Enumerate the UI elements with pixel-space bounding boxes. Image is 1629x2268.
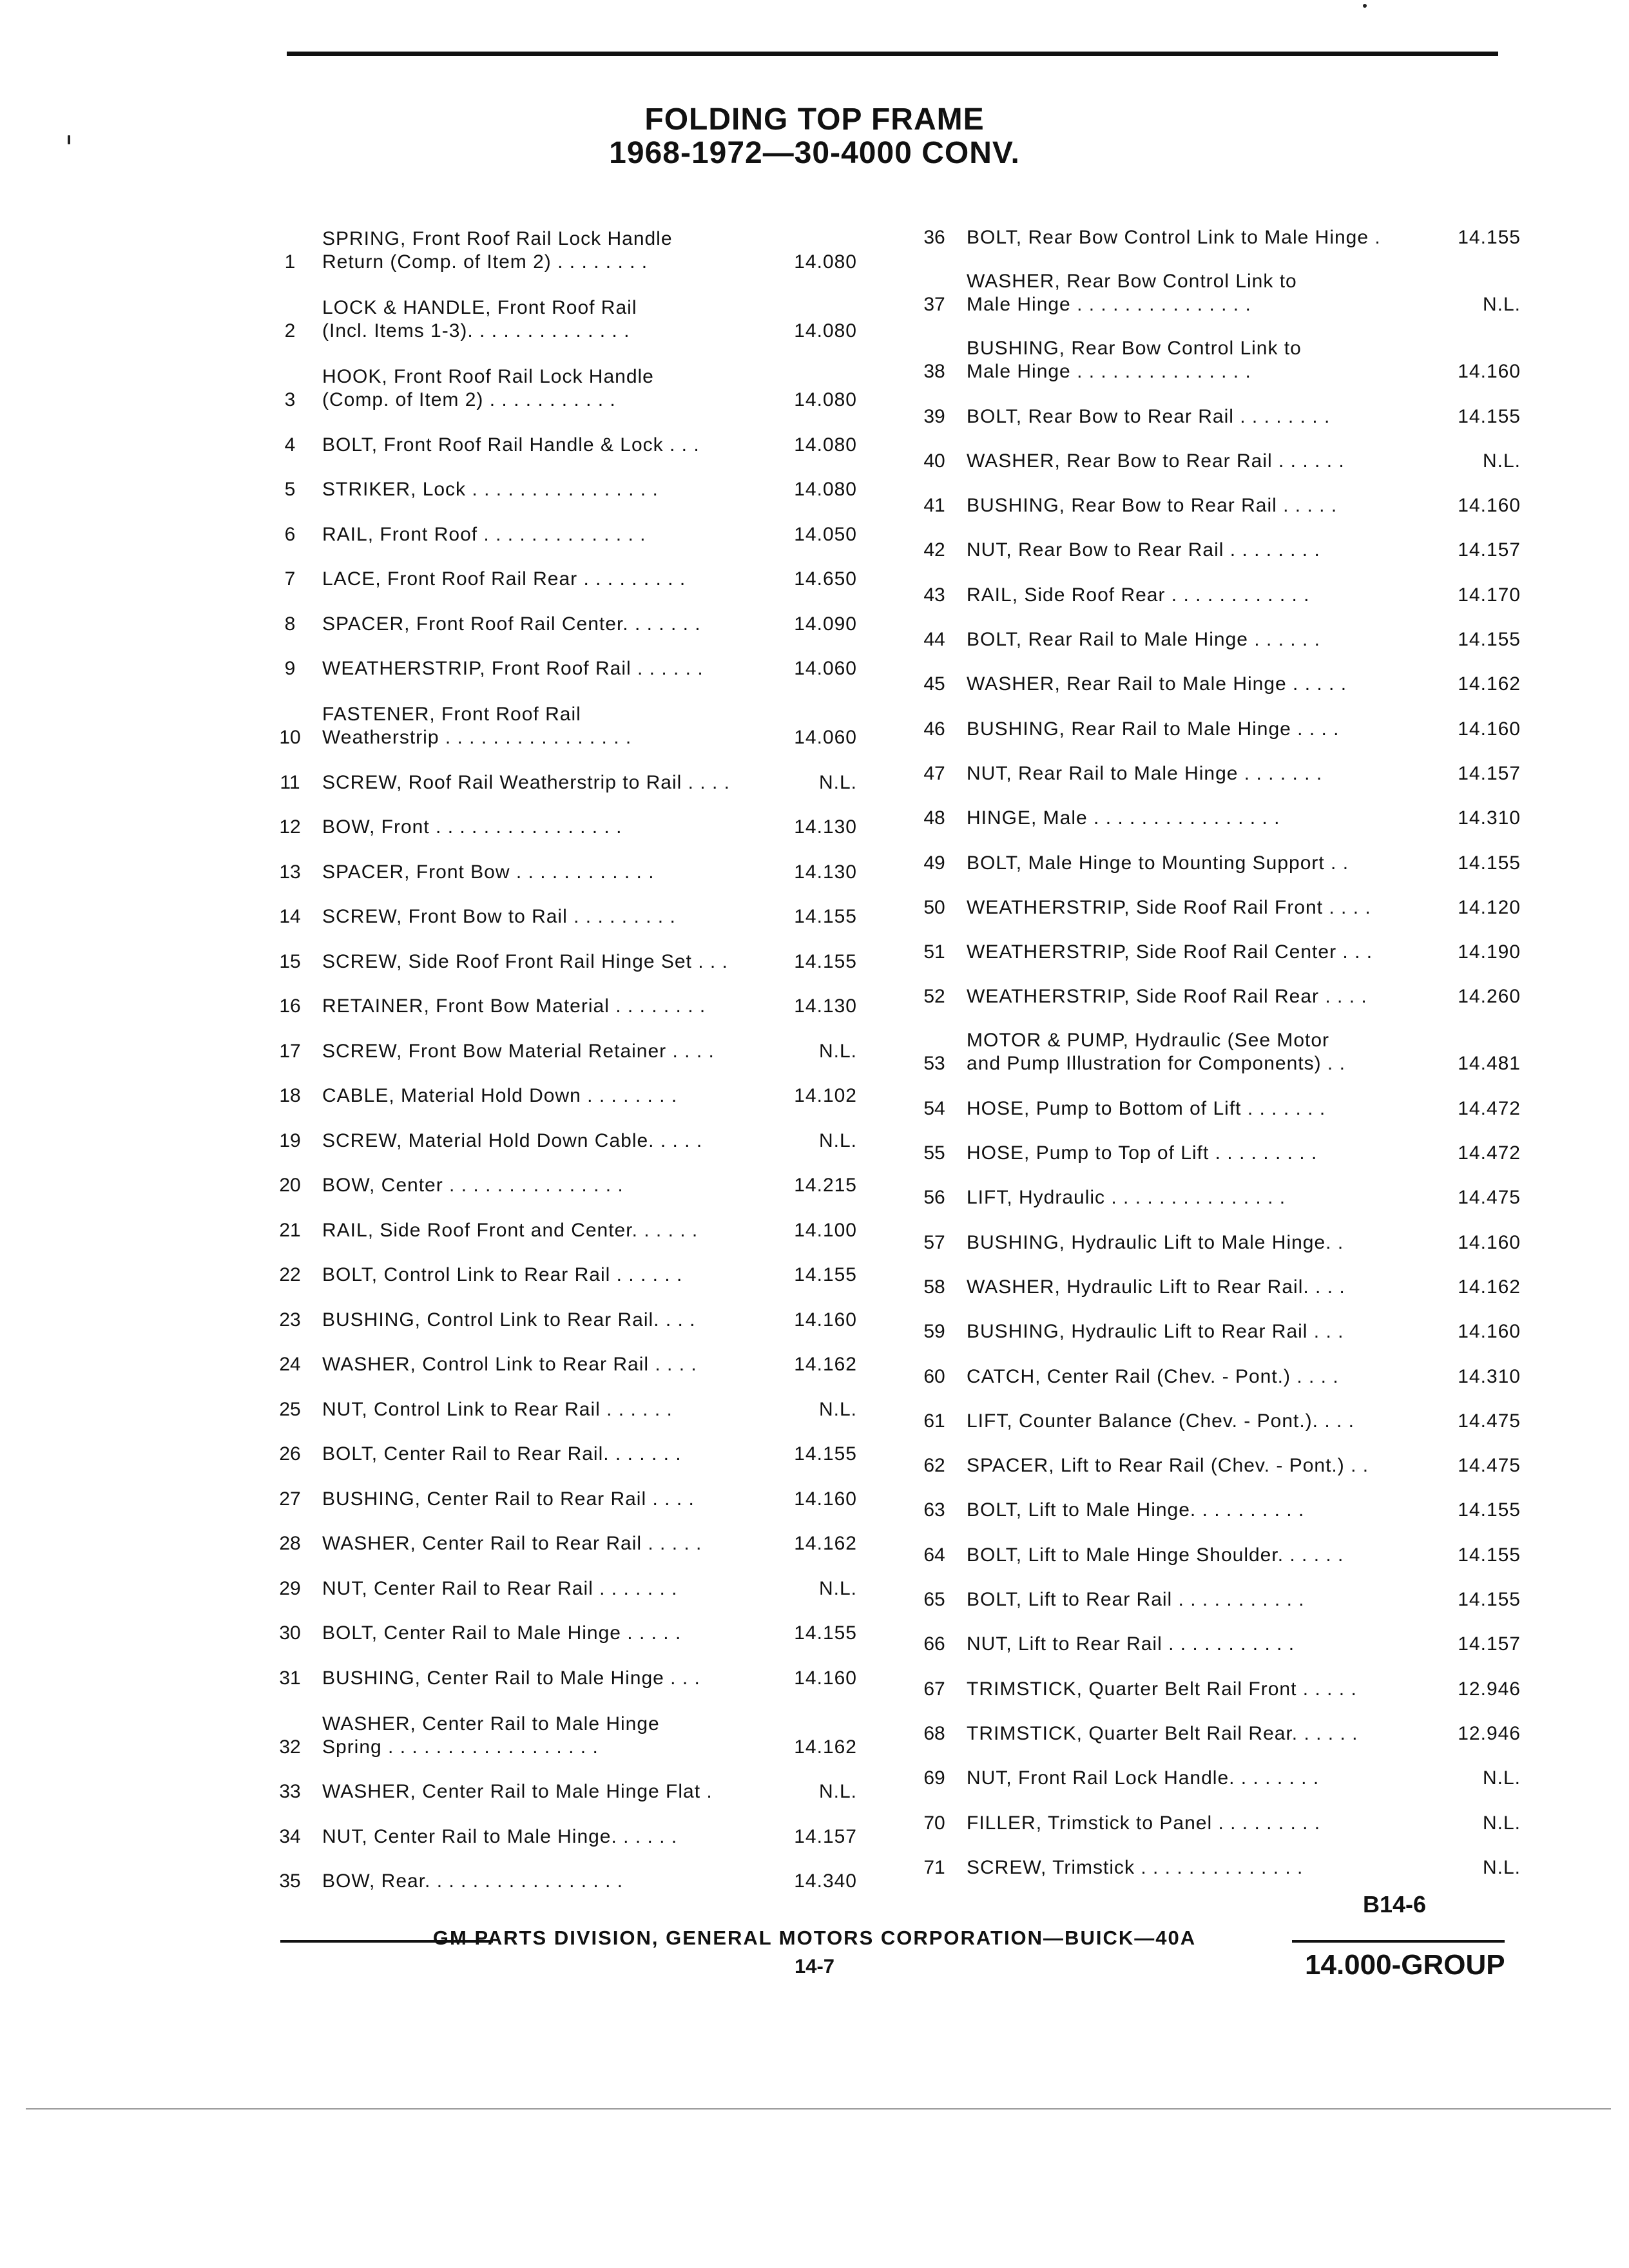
part-row [902,1701,1521,1745]
footer-page-number: 14-7 [794,1955,835,1977]
part-description: LIFT, Counter Balance (Chev. - Pont.). . . . [967,1410,1355,1432]
part-number: 57 [923,1231,945,1253]
part-row [902,1611,1521,1656]
group-reference: 14.160 [1458,718,1521,740]
part-row [258,1376,857,1421]
part-number: 21 [279,1219,301,1241]
part-number: 70 [923,1812,945,1834]
part-number: 29 [279,1577,301,1599]
part-row [902,1790,1521,1834]
group-reference: 14.190 [1458,941,1521,963]
part-row [258,680,857,749]
group-reference: 14.090 [794,613,857,635]
part-row [258,1242,857,1287]
part-number: 48 [923,807,945,829]
part-description: HINGE, Male . . . . . . . . . . . . . . . . [967,807,1280,829]
part-row [258,1063,857,1108]
part-description: LOCK & HANDLE, Front Roof Rail (Incl. Items 1-3). . . . . . . . . . . . . . [322,297,637,341]
scan-mark [1363,4,1367,8]
part-description: BOLT, Center Rail to Male Hinge . . . . . [322,1622,682,1644]
group-reference: 12.946 [1458,1678,1521,1700]
top-rule [287,52,1498,56]
part-number: 33 [279,1781,301,1802]
part-description: RAIL, Side Roof Rear . . . . . . . . . . . . [967,584,1310,606]
part-number: 18 [279,1085,301,1106]
part-number: 40 [923,450,945,472]
group-reference: 14.160 [1458,1321,1521,1343]
part-row [258,794,857,840]
part-description: BUSHING, Control Link to Rear Rail. . . . [322,1309,696,1331]
part-number: 71 [923,1856,945,1878]
part-description: NUT, Lift to Rear Rail . . . . . . . . . . . [967,1633,1295,1655]
part-row [902,651,1521,696]
part-number: 3 [284,389,296,410]
group-reference: 14.157 [794,1825,857,1847]
part-description: RETAINER, Front Bow Material . . . . . . . . [322,995,706,1017]
group-reference: 14.162 [794,1533,857,1554]
part-number: 17 [279,1040,301,1062]
part-number: 15 [279,950,301,972]
part-description: SPACER, Lift to Rear Rail (Chev. - Pont.) . . [967,1455,1369,1477]
part-number: 56 [923,1187,945,1209]
part-number: 49 [923,852,945,874]
group-reference: 14.155 [794,1264,857,1285]
part-number: 62 [923,1455,945,1477]
part-number: 13 [279,861,301,883]
part-row [902,517,1521,562]
part-row [258,343,857,412]
page-code: B14-6 [1363,1891,1427,1917]
part-description: BUSHING, Rear Bow to Rear Rail . . . . . [967,495,1338,517]
part-description: STRIKER, Lock . . . . . . . . . . . . . . . . [322,479,659,500]
part-row [258,1849,857,1894]
part-row [258,839,857,884]
part-description: SCREW, Front Bow to Rail . . . . . . . . . [322,906,676,927]
part-number: 41 [923,495,945,517]
part-description: CATCH, Center Rail (Chev. - Pont.) . . . . [967,1365,1339,1387]
part-description: BOW, Rear. . . . . . . . . . . . . . . . . [322,1870,624,1892]
part-description: WEATHERSTRIP, Side Roof Rail Center . . . [967,941,1373,963]
part-number: 66 [923,1633,945,1655]
part-number: 5 [284,479,296,500]
group-reference: 14.160 [1458,495,1521,517]
part-number: 67 [923,1678,945,1700]
group-reference: 14.155 [1458,227,1521,249]
group-reference: 14.157 [1458,1633,1521,1655]
part-row [258,1511,857,1556]
part-row [258,1803,857,1849]
part-row [258,1555,857,1600]
part-number: 22 [279,1264,301,1285]
part-row [258,1018,857,1063]
page-subtitle: 1968-1972—30-4000 CONV. [609,136,1020,170]
part-description: NUT, Rear Bow to Rear Rail . . . . . . . . [967,539,1320,561]
group-reference: N.L. [818,1781,857,1802]
part-row [902,875,1521,919]
part-number: 2 [284,320,296,341]
group-reference: N.L. [818,1129,857,1151]
part-description: BOLT, Male Hinge to Mounting Support . . [967,852,1349,874]
part-description: WASHER, Rear Bow to Rear Rail . . . . . . [967,450,1345,472]
footer-division: GM PARTS DIVISION, GENERAL MOTORS CORPORATION—BUICK—40A [432,1927,1197,1949]
group-reference: N.L. [1482,1856,1521,1878]
group-reference: 14.155 [1458,852,1521,874]
part-row [258,1466,857,1511]
group-reference: 14.260 [1458,986,1521,1008]
part-row [258,1197,857,1242]
group-reference: 14.162 [1458,673,1521,695]
part-number: 12 [279,816,301,838]
group-reference: 14.170 [1458,584,1521,606]
part-row [258,1153,857,1198]
group-reference: N.L. [818,1577,857,1599]
part-number: 9 [284,658,296,679]
group-reference: 14.310 [1458,1365,1521,1387]
part-number: 32 [279,1736,301,1758]
part-description: BUSHING, Center Rail to Male Hinge . . . [322,1667,700,1689]
part-number: 64 [923,1544,945,1566]
part-row [258,1759,857,1804]
part-row [258,546,857,591]
part-description: MOTOR & PUMP, Hydraulic (See Motor and Pump Illustration for Components) . . [967,1030,1345,1075]
part-row [902,1120,1521,1165]
group-reference: 14.475 [1458,1187,1521,1209]
group-reference: 14.155 [794,1443,857,1465]
part-number: 7 [284,568,296,590]
part-row [902,1209,1521,1254]
footer-group: 14.000-GROUP [1305,1949,1505,1981]
part-number: 50 [923,896,945,918]
part-row [902,249,1521,316]
part-description: WASHER, Center Rail to Male Hinge Spring . . . . . . . . . . . . . . . . . . [322,1713,660,1758]
part-description: WEATHERSTRIP, Front Roof Rail . . . . . . [322,658,704,679]
part-row [902,1477,1521,1522]
group-reference: 14.340 [794,1870,857,1892]
part-number: 46 [923,718,945,740]
part-row [902,473,1521,517]
part-description: BOW, Center . . . . . . . . . . . . . . . [322,1175,624,1196]
part-row [258,884,857,929]
part-number: 59 [923,1321,945,1343]
part-description: TRIMSTICK, Quarter Belt Rail Front . . . . . [967,1678,1357,1700]
part-number: 31 [279,1667,301,1689]
part-description: LACE, Front Roof Rail Rear . . . . . . . . . [322,568,686,590]
part-description: BUSHING, Hydraulic Lift to Rear Rail . . . [967,1321,1344,1343]
group-reference: 14.162 [794,1736,857,1758]
part-row [258,205,857,274]
group-reference: N.L. [818,1398,857,1420]
part-description: NUT, Center Rail to Male Hinge. . . . . . [322,1825,678,1847]
group-reference: 14.155 [1458,1589,1521,1611]
group-reference: 14.310 [1458,807,1521,829]
part-row [258,1287,857,1332]
part-row [258,636,857,681]
part-row [902,316,1521,383]
scan-mark [68,135,70,144]
part-number: 38 [923,361,945,383]
group-reference: 14.080 [794,320,857,341]
page-title: FOLDING TOP FRAME [644,102,985,137]
group-reference: 14.050 [794,523,857,545]
part-row [902,741,1521,785]
group-reference: 14.080 [794,434,857,456]
part-description: BUSHING, Rear Rail to Male Hinge . . . . [967,718,1340,740]
group-reference: 14.472 [1458,1142,1521,1164]
part-number: 51 [923,941,945,963]
group-reference: 14.162 [794,1354,857,1375]
part-row [258,1600,857,1646]
part-row [902,1165,1521,1209]
part-number: 6 [284,523,296,545]
group-reference: 14.080 [794,251,857,273]
group-reference: 14.155 [1458,629,1521,651]
group-reference: 14.155 [794,906,857,927]
part-number: 16 [279,995,301,1017]
group-reference: 14.160 [794,1667,857,1689]
part-description: FILLER, Trimstick to Panel . . . . . . . . . [967,1812,1321,1834]
group-reference: 14.157 [1458,539,1521,561]
part-description: BOLT, Lift to Rear Rail . . . . . . . . . . . [967,1589,1305,1611]
part-number: 47 [923,762,945,784]
part-number: 61 [923,1410,945,1432]
part-description: SCREW, Trimstick . . . . . . . . . . . . . . [967,1856,1304,1878]
group-reference: 14.130 [794,995,857,1017]
group-reference: 14.130 [794,816,857,838]
part-number: 52 [923,986,945,1008]
part-description: NUT, Rear Rail to Male Hinge . . . . . . . [967,762,1323,784]
part-number: 24 [279,1354,301,1375]
group-reference: N.L. [818,771,857,793]
part-description: BOLT, Lift to Male Hinge Shoulder. . . . . . [967,1544,1344,1566]
parts-list-right [902,205,1521,1879]
part-number: 28 [279,1533,301,1554]
part-description: RAIL, Front Roof . . . . . . . . . . . . . . [322,523,646,545]
group-reference: 14.650 [794,568,857,590]
part-description: WEATHERSTRIP, Side Roof Rail Front . . . . [967,896,1371,918]
part-description: WASHER, Rear Rail to Male Hinge . . . . . [967,673,1347,695]
part-description: LIFT, Hydraulic . . . . . . . . . . . . . . . [967,1187,1286,1209]
part-description: NUT, Center Rail to Rear Rail . . . . . . . [322,1577,678,1599]
part-row [258,1645,857,1690]
part-number: 44 [923,629,945,651]
part-row [902,1075,1521,1120]
part-number: 68 [923,1722,945,1744]
part-row [902,1835,1521,1879]
group-reference: 14.155 [794,1622,857,1644]
part-number: 1 [284,251,296,273]
part-row [902,1389,1521,1433]
part-number: 39 [923,405,945,427]
part-number: 25 [279,1398,301,1420]
part-row [258,974,857,1019]
group-reference: 14.155 [794,950,857,972]
part-row [902,205,1521,249]
group-reference: 14.162 [1458,1276,1521,1298]
group-reference: 14.060 [794,727,857,748]
part-number: 54 [923,1097,945,1119]
part-description: BUSHING, Hydraulic Lift to Male Hinge. . [967,1231,1344,1253]
part-number: 55 [923,1142,945,1164]
group-reference: 14.472 [1458,1097,1521,1119]
part-description: BOLT, Rear Rail to Male Hinge . . . . . . [967,629,1320,651]
part-description: BOLT, Control Link to Rear Rail . . . . . . [322,1264,683,1285]
part-description: HOSE, Pump to Bottom of Lift . . . . . . . [967,1097,1326,1119]
group-reference: 14.160 [794,1488,857,1510]
part-description: BOW, Front . . . . . . . . . . . . . . . . [322,816,622,838]
part-description: HOOK, Front Roof Rail Lock Handle (Comp. of Item 2) . . . . . . . . . . . [322,366,654,410]
part-number: 37 [923,294,945,316]
group-reference: 14.160 [1458,1231,1521,1253]
part-row [258,1421,857,1466]
part-number: 69 [923,1767,945,1789]
part-row [902,696,1521,740]
part-number: 30 [279,1622,301,1644]
part-row [902,1567,1521,1611]
part-row [258,591,857,636]
group-reference: 14.130 [794,861,857,883]
part-description: HOSE, Pump to Top of Lift . . . . . . . . . [967,1142,1318,1164]
part-description: BOLT, Rear Bow to Rear Rail . . . . . . . . [967,405,1331,427]
part-description: FASTENER, Front Roof Rail Weatherstrip . . . . . . . . . . . . . . . . [322,704,632,748]
part-number: 27 [279,1488,301,1510]
part-description: WEATHERSTRIP, Side Roof Rail Rear . . . . [967,986,1367,1008]
part-row [258,274,857,343]
part-number: 53 [923,1053,945,1075]
part-description: NUT, Front Rail Lock Handle. . . . . . . . [967,1767,1320,1789]
part-number: 58 [923,1276,945,1298]
part-description: BOLT, Front Roof Rail Handle & Lock . . . [322,434,700,456]
part-row [902,1522,1521,1566]
bottom-rule [26,2108,1611,2109]
group-reference: 14.475 [1458,1455,1521,1477]
group-reference: 14.080 [794,479,857,500]
part-description: SPRING, Front Roof Rail Lock Handle Return (Comp. of Item 2) . . . . . . . . [322,228,673,273]
group-reference: N.L. [1482,450,1521,472]
part-row [902,1656,1521,1700]
part-description: BUSHING, Center Rail to Rear Rail . . . . [322,1488,695,1510]
group-reference: 14.100 [794,1219,857,1241]
group-reference: 14.160 [1458,361,1521,383]
part-row [258,749,857,794]
group-reference: 14.155 [1458,405,1521,427]
part-row [258,1332,857,1377]
part-number: 23 [279,1309,301,1331]
part-number: 36 [923,227,945,249]
part-row [902,428,1521,473]
part-row [902,562,1521,606]
part-row [902,1343,1521,1388]
part-description: TRIMSTICK, Quarter Belt Rail Rear. . . . . . [967,1722,1358,1744]
part-number: 10 [279,727,301,748]
group-reference: N.L. [818,1040,857,1062]
part-number: 45 [923,673,945,695]
part-description: BUSHING, Rear Bow Control Link to Male Hinge . . . . . . . . . . . . . . . [967,338,1302,383]
part-number: 35 [279,1870,301,1892]
part-description: NUT, Control Link to Rear Rail . . . . . . [322,1398,673,1420]
group-reference: 14.481 [1458,1053,1521,1075]
group-reference: 14.102 [794,1085,857,1106]
part-row [258,1108,857,1153]
part-row [902,1008,1521,1075]
part-row [258,457,857,502]
part-description: WASHER, Center Rail to Rear Rail . . . . . [322,1533,702,1554]
part-number: 20 [279,1175,301,1196]
group-reference: N.L. [1482,294,1521,316]
part-description: BOLT, Center Rail to Rear Rail. . . . . . . [322,1443,682,1465]
part-row [902,1299,1521,1343]
part-number: 11 [280,771,300,793]
part-description: RAIL, Side Roof Front and Center. . . . . . [322,1219,699,1241]
part-number: 26 [279,1443,301,1465]
part-number: 43 [923,584,945,606]
part-description: BOLT, Rear Bow Control Link to Male Hinge . [967,227,1381,249]
group-reference: 14.157 [1458,762,1521,784]
part-row [258,1690,857,1759]
part-description: SCREW, Roof Rail Weatherstrip to Rail . . . . [322,771,730,793]
part-description: SCREW, Front Bow Material Retainer . . . . [322,1040,715,1062]
part-description: SPACER, Front Roof Rail Center. . . . . . . [322,613,701,635]
part-number: 4 [284,434,296,456]
part-description: WASHER, Center Rail to Male Hinge Flat . [322,1781,713,1802]
group-reference: 14.155 [1458,1544,1521,1566]
group-reference: 12.946 [1458,1722,1521,1744]
part-row [902,383,1521,428]
group-reference: 14.120 [1458,896,1521,918]
part-number: 63 [923,1499,945,1521]
part-row [902,1745,1521,1790]
part-description: WASHER, Hydraulic Lift to Rear Rail. . . . [967,1276,1345,1298]
group-reference: 14.475 [1458,1410,1521,1432]
part-row [258,928,857,974]
group-reference: N.L. [1482,1767,1521,1789]
part-number: 42 [923,539,945,561]
part-description: SCREW, Material Hold Down Cable. . . . . [322,1129,703,1151]
part-description: BOLT, Lift to Male Hinge. . . . . . . . . . [967,1499,1305,1521]
part-number: 65 [923,1589,945,1611]
group-reference: 14.155 [1458,1499,1521,1521]
part-row [258,412,857,457]
group-reference: 14.080 [794,389,857,410]
part-number: 8 [284,613,296,635]
part-description: WASHER, Rear Bow Control Link to Male Hinge . . . . . . . . . . . . . . . [967,271,1297,316]
group-reference: 14.215 [794,1175,857,1196]
group-reference: N.L. [1482,1812,1521,1834]
part-row [902,1254,1521,1299]
part-description: SCREW, Side Roof Front Rail Hinge Set . . . [322,950,728,972]
group-reference: 14.160 [794,1309,857,1331]
part-number: 34 [279,1825,301,1847]
part-description: SPACER, Front Bow . . . . . . . . . . . . [322,861,655,883]
part-description: WASHER, Control Link to Rear Rail . . . . [322,1354,697,1375]
part-description: CABLE, Material Hold Down . . . . . . . . [322,1085,678,1106]
group-reference: 14.060 [794,658,857,679]
part-row [902,785,1521,830]
part-row [902,607,1521,651]
part-row [902,964,1521,1008]
part-number: 60 [923,1365,945,1387]
part-number: 19 [279,1129,301,1151]
part-row [902,830,1521,874]
part-row [258,501,857,546]
parts-list-left [258,205,857,1893]
part-row [902,1433,1521,1477]
part-row [902,919,1521,964]
part-number: 14 [279,906,301,927]
